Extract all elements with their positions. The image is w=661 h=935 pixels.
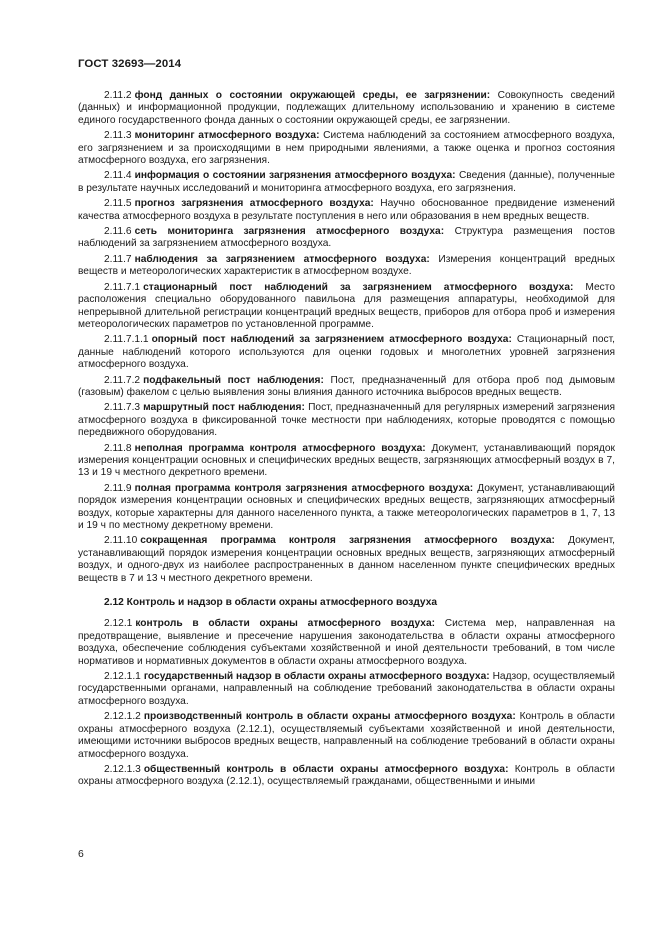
- clause-number: 2.11.5: [104, 198, 132, 210]
- defined-term: информация о состоянии загрязнения атмосферного воздуха:: [134, 170, 456, 182]
- defined-term: маршрутный пост наблюдения:: [143, 402, 305, 414]
- definition-paragraph: [78, 764, 615, 789]
- defined-term: стационарный пост наблюдений за загрязнением атмосферного воздуха:: [143, 281, 574, 293]
- clause-number: 2.11.3: [104, 130, 132, 142]
- definition-text: Документ, устанавливающий порядок измерения концентрации основных и специфических вредных веществ, загрязняющих атмосферный воздух, которые характерны для данного населенного пункта, а также метеорологических параметров в 1, 7, 13 и 19 ч по местному декретному времени.: [78, 482, 615, 531]
- defined-term: подфакельный пост наблюдения:: [143, 374, 324, 386]
- definition-text: Сведения (данные), полученные в результате научных исследований и мониторинга атмосферного воздуха, его загрязнения.: [78, 170, 615, 194]
- definition-paragraph: [78, 375, 615, 400]
- definition-text: Совокупность сведений (данных) и информационной продукции, подлежащих длительному использованию и хранению в системе единого государственного фонда данных о состоянии окружающей среды, ее загрязнении.: [78, 90, 615, 126]
- clause-number: 2.11.9: [104, 482, 132, 494]
- definition-paragraph: [78, 334, 615, 371]
- definition-paragraph: [78, 198, 615, 223]
- definition-paragraph: [78, 402, 615, 439]
- clause-number: 2.11.2: [104, 90, 132, 101]
- defined-term: государственный надзор в области охраны атмосферного воздуха:: [143, 671, 490, 683]
- definition-text: Контроль в области охраны атмосферного воздуха (2.12.1), осуществляемый субъектами хозяйственной и иной деятельности, имеющими источники выбросов вредных веществ, направленный на соблюдение требований в области охраны атмосферного воздуха.: [78, 711, 615, 760]
- definitions-2-11: [78, 90, 615, 585]
- defined-term: сокращенная программа контроля загрязнения атмосферного воздуха:: [140, 535, 555, 547]
- definition-text: Пост, предназначенный для регулярных измерений загрязнения атмосферного воздуха в фиксированной точке местности при наблюдениях, которые проводятся с помощью передвижного оборудования.: [78, 402, 615, 439]
- definition-text: Документ, устанавливающий порядок измерения концентрации основных и специфических вредных веществ, загрязняющих атмосферный воздух в 7, 13 и 19 ч местного декретного времени.: [78, 442, 615, 479]
- defined-term: наблюдения за загрязнением атмосферного воздуха:: [134, 253, 430, 265]
- definition-paragraph: [78, 711, 615, 761]
- definition-paragraph: [78, 170, 615, 195]
- page-number: 6: [78, 849, 84, 860]
- definition-paragraph: [78, 254, 615, 279]
- defined-term: производственный контроль в области охраны атмосферного воздуха:: [143, 711, 516, 723]
- definition-text: Стационарный пост, данные наблюдений которого используются для оценки годовых и многолетних уровней загрязнения атмосферного воздуха.: [78, 334, 615, 371]
- clause-number: 2.11.7.1: [104, 281, 141, 293]
- defined-term: прогноз загрязнения атмосферного воздуха:: [134, 198, 374, 210]
- definition-paragraph: [78, 282, 615, 332]
- clause-number: 2.11.4: [104, 170, 132, 182]
- definition-paragraph: [78, 443, 615, 480]
- defined-term: общественный контроль в области охраны атмосферного воздуха:: [143, 763, 509, 775]
- definition-paragraph: [78, 226, 615, 251]
- clause-number: 2.11.10: [104, 535, 138, 547]
- clause-number: 2.11.7.3: [104, 402, 141, 414]
- clause-number: 2.12.1.1: [104, 671, 141, 683]
- defined-term: контроль в области охраны атмосферного воздуха:: [135, 618, 436, 630]
- clause-number: 2.11.6: [104, 226, 132, 238]
- definition-text: Измерения концентраций вредных веществ и метеорологических характеристик в атмосферном воздухе.: [78, 253, 615, 278]
- clause-number: 2.12.1: [104, 618, 133, 630]
- definition-paragraph: [78, 90, 615, 127]
- defined-term: неполная программа контроля атмосферного воздуха:: [134, 442, 426, 454]
- document-body: [78, 90, 615, 792]
- document-header: ГОСТ 32693—2014: [78, 58, 182, 70]
- defined-term: опорный пост наблюдений за загрязнением атмосферного воздуха:: [151, 334, 512, 346]
- definition-text: Документ, устанавливающий порядок измерения концентрации основных вредных веществ, загрязняющих атмосферный воздух, и одного-двух из наиболее распространенных в данном населенном пункте специфических вредных веществ в 7 и 13 ч местного декретного времени.: [78, 535, 615, 584]
- clause-number: 2.12.1.2: [104, 711, 141, 723]
- definition-text: Структура размещения постов наблюдений за загрязнением атмосферного воздуха.: [78, 226, 615, 250]
- definition-paragraph: [78, 618, 615, 668]
- definition-text: Система наблюдений за состоянием атмосферного воздуха, его загрязнением и за происходящими в нем природными явлениями, а также оценка и прогноз состояния атмосферного воздуха, его загрязнения.: [78, 130, 615, 167]
- definition-text: Место расположения специально оборудованного павильона для размещения аппаратуры, необходимой для непрерывной длительной регистрации концентраций вредных веществ, приборов для отбора проб и измерения метеорологических параметров по установленной программе.: [78, 281, 615, 330]
- defined-term: сеть мониторинга загрязнения атмосферного воздуха:: [134, 226, 445, 238]
- definition-text: Контроль в области охраны атмосферного воздуха (2.12.1), осуществляемый гражданами, общественными и иными: [78, 763, 615, 788]
- definition-paragraph: [78, 671, 615, 708]
- clause-number: 2.11.7: [104, 253, 132, 265]
- definition-paragraph: [78, 130, 615, 167]
- definitions-2-12: [78, 618, 615, 788]
- defined-term: полная программа контроля загрязнения атмосферного воздуха:: [134, 482, 474, 494]
- clause-number: 2.11.7.2: [104, 374, 141, 386]
- clause-number: 2.12.1.3: [104, 763, 141, 775]
- defined-term: мониторинг атмосферного воздуха:: [134, 130, 320, 142]
- definition-text: Научно обоснованное предвидение изменений качества атмосферного воздуха в результате поступления в него или образования в нем вредных веществ.: [78, 198, 615, 222]
- defined-term: фонд данных о состоянии окружающей среды, ее загрязнении:: [134, 90, 491, 101]
- section-title: 2.12 Контроль и надзор в области охраны атмосферного воздуха: [104, 597, 438, 609]
- definition-text: Пост, предназначенный для отбора проб под дымовым (газовым) факелом с целью выявления зоны влияния данного источника выбросов вредных веществ.: [78, 374, 615, 398]
- clause-number: 2.11.8: [104, 442, 132, 454]
- definition-text: Система мер, направленная на предотвращение, выявление и пресечение нарушения законодательства в области охраны атмосферного воздуха, обеспечение соблюдения субъектами хозяйственной и иной деятельности требований, в том числе нормативов и нормативных документов в области охраны атмосферного воздуха.: [78, 618, 615, 667]
- clause-number: 2.11.7.1.1: [104, 334, 149, 346]
- definition-paragraph: [78, 483, 615, 533]
- definition-text: Надзор, осуществляемый государственными органами, направленный на соблюдение требований законодательства в области охраны атмосферного воздуха.: [78, 671, 615, 707]
- definition-paragraph: [78, 535, 615, 585]
